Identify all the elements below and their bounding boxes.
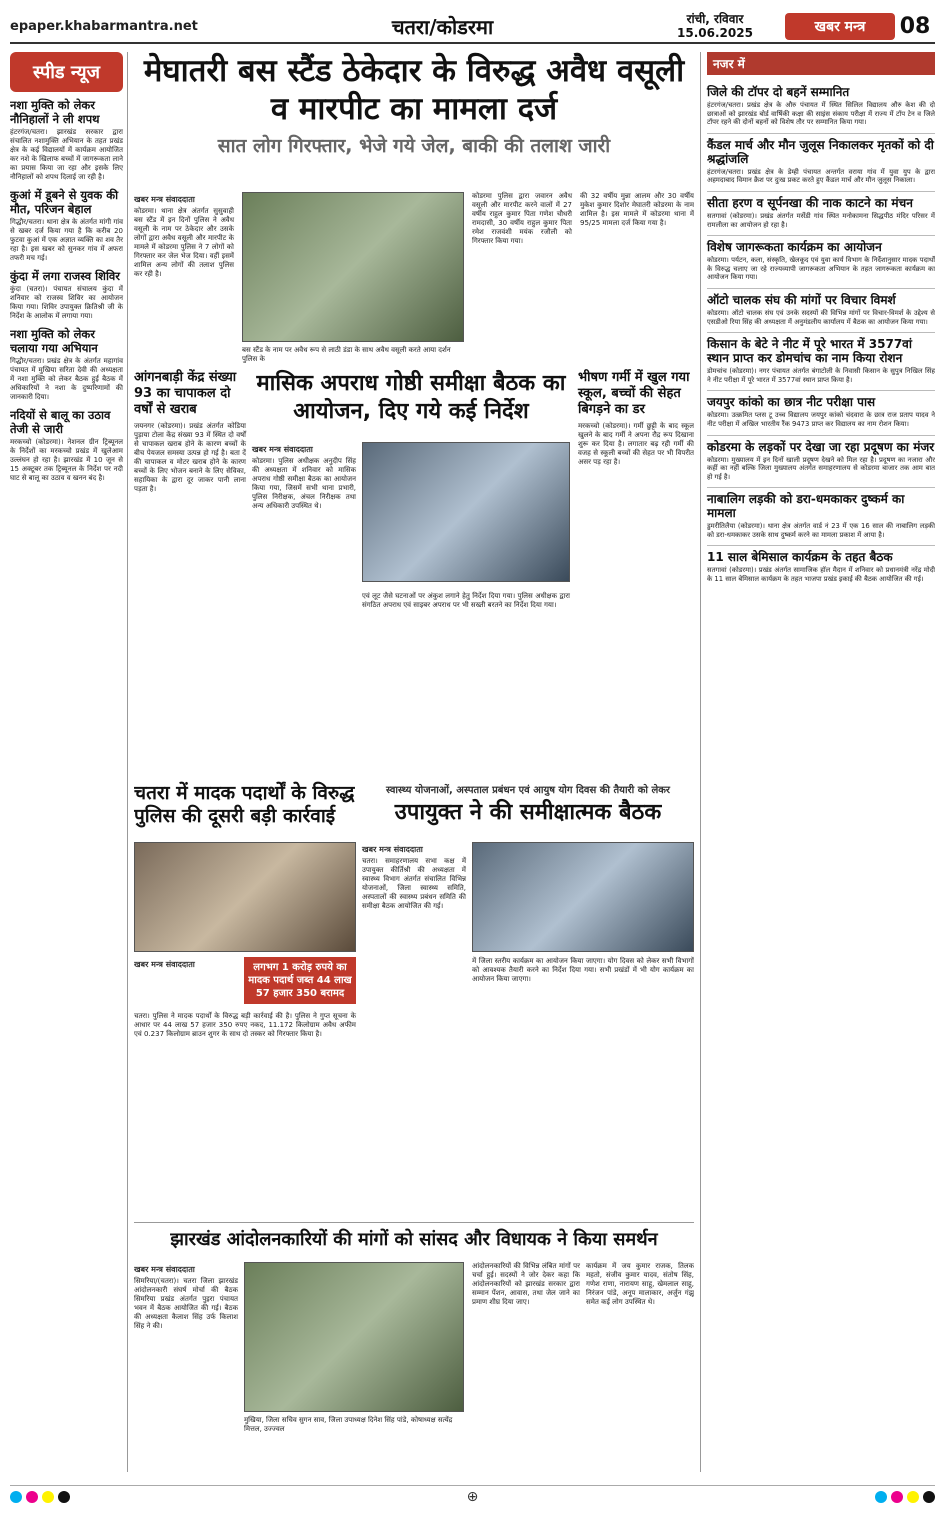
black-dot-icon bbox=[58, 1491, 70, 1503]
masthead bbox=[10, 10, 935, 44]
jharkhand-story bbox=[134, 1222, 694, 1255]
news-headline: नाबालिग लड़की को डरा-धमकाकर दुष्कर्म का मामला bbox=[707, 487, 935, 520]
news-item bbox=[707, 545, 935, 583]
black-dot-icon bbox=[923, 1491, 935, 1503]
brief-headline: नशा मुक्ति को लेकर चलाया गया अभियान bbox=[10, 327, 98, 355]
brief-headline: कुंदा में लगा राजस्व शिविर bbox=[10, 269, 121, 283]
cyan-dot-icon bbox=[875, 1491, 887, 1503]
health-photo bbox=[472, 842, 694, 952]
jharkhand-headline: झारखंड आंदोलनकारियों की मांगों को सांसद और विधायक ने किया समर्थन bbox=[134, 1222, 694, 1255]
brief-item bbox=[10, 269, 123, 321]
brief-item bbox=[10, 408, 123, 483]
drug-text: चतरा। पुलिस ने मादक पदार्थों के विरुद्ध बड़ी कार्रवाई की है। पुलिस ने गुप्त सूचना के आधार पर 44 लाख 57 हजार 350 रुपए नकद, 11.172 किलोग्राम अवैध अफीम एवं 0.237 किलोग्राम ब्राउन शुगर के साथ दो तस्कर को गिरफ्तार किया है। bbox=[134, 1012, 356, 1038]
right-column bbox=[700, 52, 935, 1472]
brief-item bbox=[10, 327, 123, 402]
jharkhand-photo-caption: मुखिया, जिला सचिव सुगन साव, जिला उपाध्यक्ष दिनेश सिंह पांडे, कोषाध्यक्ष सत्येंद्र मित्तल, उज्ज्वल bbox=[244, 1416, 453, 1433]
anganwadi-headline: आंगनबाड़ी केंद्र संख्या 93 का चापाकल दो वर्षों से खराब bbox=[134, 370, 237, 417]
news-text: कोडरमा। उत्क्रमित प्लस टू उच्च विद्यालय जयपुर कांको चंदवारा के छात्र राज प्रताप यादव ने नीट परीक्षा में अखिल भारतीय रैंक 9473 प्राप्त कर विद्यालय का नाम रोशन किया। bbox=[707, 411, 935, 428]
news-text: हंटरगंज/चतरा। प्रखंड क्षेत्र के डेम्ही पंचायत अन्तर्गत वराया गांव में युवा युप के द्वारा अहमदाबाद विमान क्रैश पर दुःख प्रकट करते हुए कैंडल मार्च और मौन जुलूस निकाला। bbox=[707, 167, 935, 185]
site-url[interactable]: epaper.khabarmantra.net bbox=[10, 18, 198, 34]
crime-photo bbox=[362, 442, 570, 582]
brief-headline: नदियों से बालू का उठाव तेजी से जारी bbox=[10, 408, 111, 436]
color-dots-right bbox=[875, 1491, 935, 1503]
heat-text: मरकच्चो (कोडरमा)। गर्मी छुट्टी के बाद स्कूल खुलने के बाद गर्मी ने अपना रौद्र रूप दिखाना शुरू कर दिया है। लगातार बढ़ रही गर्मी की वजह से स्कूली बच्चों की सेहत पर भी विपरीत असर पड़ रहा है। bbox=[578, 422, 694, 466]
jharkhand-text: सिमरिया/(चतरा)। चतरा जिला झारखंड आंदोलनकारी संघर्ष मोर्चा की बैठक सिमरिया प्रखंड अंतर्गत पुइरा पंचायत भवन में बैठक आयोजित की गई। बैठक की अध्यक्षता कैलाश सिंह उर्फ किलाश सिंह ने की। bbox=[134, 1277, 238, 1330]
health-text-2: में जिला स्तरीय कार्यक्रम का आयोजन किया जाएगा। योग दिवस को लेकर सभी विभागों को आवश्यक तैयारी करने का निर्देश दिया गया। सभी प्रखंडों में भी योग कार्यक्रम का आयोजन किया जाएगा। bbox=[472, 957, 694, 983]
news-headline: किसान के बेटे ने नीट में पूरे भारत में 3577वां स्थान प्राप्त कर डोमचांच का नाम किया रोशन bbox=[707, 332, 935, 365]
news-item bbox=[707, 487, 935, 539]
brief-text: मरकच्चो (कोडरमा)। नेशनल ग्रीन ट्रिब्यूनल के निर्देशों का मरकच्चो प्रखंड में खुलेआम उल्लंघन हो रहा है। झारखंड में 10 जून से 15 अक्टूबर तक ट्रिब्यूनल के निर्देश पर नदी घाट से बालू का उठाव व खनन बंद है। bbox=[10, 438, 123, 482]
news-text: कोडरमा। मुख्यालय में इन दिनों खाली प्रदूषण देखने को मिल रहा है। प्रदूषण का नजारा और कहीं का नहीं बल्कि जिला मुख्यालय अंतर्गत समाहरणालय से कोडरमा बाजार तक आम बात हो गई है। bbox=[707, 455, 935, 481]
news-item bbox=[707, 81, 935, 127]
news-text: सतगावां (कोडरमा)। प्रखंड अंतर्गत सामाजिक हॉल मैदान में शनिवार को प्रधानमंत्री नरेंद्र मोदी के 11 साल बेमिसाल कार्यक्रम के तहत भाजपा प्रखंड इकाई की बैठक आयोजित की गई। bbox=[707, 566, 935, 584]
brief-text: कुंदा (चतरा)। पंचायत संचालय कुंदा में शनिवार को राजस्व शिविर का आयोजन किया गया। शिविर उपायुक्त क्रितिश्री जी के निर्देश के आलोक में लगाया गया। bbox=[10, 285, 123, 320]
brief-headline: नशा मुक्ति को लेकर नौनिहालों ने ली शपथ bbox=[10, 98, 100, 126]
crime-meeting-story bbox=[252, 370, 570, 426]
lead-photo bbox=[242, 192, 464, 342]
yellow-dot-icon bbox=[907, 1491, 919, 1503]
brief-item bbox=[10, 188, 123, 263]
byline: खबर मन्त्र संवाददाता bbox=[362, 845, 423, 854]
speed-news-badge: स्पीड न्यूज bbox=[10, 52, 123, 92]
heat-story bbox=[578, 370, 694, 467]
byline: खबर मन्त्र संवाददाता bbox=[134, 960, 195, 969]
jharkhand-col-4 bbox=[586, 1262, 694, 1307]
crosshair-icon: ⊕ bbox=[466, 1488, 479, 1505]
drug-col-1 bbox=[134, 957, 238, 972]
news-text: हंटरगंज/चतरा। प्रखंड क्षेत्र के औरु पंचायत में स्थित सिलिल विद्यालय औरु केश की दो छात्राओं को झारखंड बोर्ड वार्षिकी कक्षा की साइंस संकाय परीक्षा में राज्य में टॉप टेन व जिले टॉपर रहने की दोनों बहनों को विशेष तौर पर सम्मानित किया गया। bbox=[707, 101, 935, 127]
anganwadi-text: जयनगर (कोडरमा)। प्रखंड अंतर्गत कोडिया पुड़ाया टोला केंद्र संख्या 93 में स्थित दो वर्षों से चापाकल खराब होने के कारण बच्चों के बीच पेयजल समस्या उत्पन्न हो गई है। बता दें की चापाकल व मोटर खराब होने के कारण बच्चों के लिए भोजन बनाने के लिए सेविका, सहायिका के द्वारा दूर जाकर पानी लाना पड़ता है। bbox=[134, 422, 246, 493]
brief-headline: कुआं में डूबने से युवक की मौत, परिजन बेहाल bbox=[10, 188, 119, 216]
crime-col-2 bbox=[362, 592, 570, 610]
magenta-dot-icon bbox=[891, 1491, 903, 1503]
news-text: डोमचांच (कोडरमा)। नगर पंचायत अंतर्गत बंगाटोली के निवासी किसान के सुपुत्र निखिल सिंह ने नीट परीक्षा में पूरे भारत में 3577वां स्थान प्राप्त किया है। bbox=[707, 367, 935, 384]
news-item bbox=[707, 191, 935, 229]
news-item bbox=[707, 332, 935, 384]
crime-text: कोडरमा। पुलिस अधीक्षक अनुदीप सिंह की अध्यक्षता में शनिवार को मासिक अपराध गोष्ठी समीक्षा बैठक का आयोजन किया गया, जिसमें सभी थाना प्रभारी, पुलिस निरीक्षक, अंचल निरीक्षक तथा अन्य अधिकारी उपस्थित थे। bbox=[252, 457, 356, 510]
news-headline: जयपुर कांको का छात्र नीट परीक्षा पास bbox=[707, 390, 935, 409]
cyan-dot-icon bbox=[10, 1491, 22, 1503]
health-headline: उपायुक्त ने की समीक्षात्मक बैठक bbox=[394, 800, 662, 825]
footer-registration bbox=[10, 1485, 935, 1507]
jharkhand-text-2: आंदोलनकारियों की विभिन्न लंबित मांगों पर चर्चा हुई। सदस्यों ने जोर देकर कहा कि आंदोलनकारियों को झारखंड सरकार द्वारा सम्मान पेंशन, आवास, तथा जेल जाने का प्रमाण शीघ्र दिया जाए। bbox=[472, 1262, 580, 1306]
main-column bbox=[134, 52, 694, 1472]
lead-subheadline: सात लोग गिरफ्तार, भेजे गये जेल, बाकी की तलाश जारी bbox=[217, 135, 611, 157]
brief-text: हंटरगंज/चतरा। झारखंड सरकार द्वारा संचालित नशामुक्ति अभियान के तहत प्रखंड क्षेत्र के कई विद्यालयों में कार्यक्रम आयोजित कर नशे के खिलाफ बच्चों में जागरूकता लाने का प्रयास किया जा रहा और इसके लिए नौनिहालों को शपथ दिलाई जा रही है। bbox=[10, 128, 123, 181]
news-headline: सीता हरण व सूर्पनखा की नाक काटने का मंचन bbox=[707, 191, 935, 210]
drug-col-2 bbox=[134, 1012, 356, 1039]
news-item bbox=[707, 435, 935, 482]
crime-col-1 bbox=[252, 442, 356, 511]
lead-col-1 bbox=[134, 192, 234, 279]
news-headline: कैंडल मार्च और मौन जुलूस निकालकर मृतकों को दी श्रद्धांजलि bbox=[707, 133, 935, 166]
drug-photo bbox=[134, 842, 356, 952]
health-subheadline: स्वास्थ्य योजनाओं, अस्पताल प्रबंधन एवं आयुष योग दिवस की तैयारी को लेकर bbox=[385, 785, 671, 796]
jharkhand-col-1 bbox=[134, 1262, 238, 1331]
date: 15.06.2025 bbox=[677, 26, 753, 40]
byline: खबर मन्त्र संवाददाता bbox=[252, 445, 313, 454]
drug-headline: चतरा में मादक पदार्थों के विरुद्ध पुलिस की दूसरी बड़ी कार्रवाई bbox=[134, 782, 355, 827]
anganwadi-story bbox=[134, 370, 246, 494]
health-story bbox=[362, 782, 694, 826]
date-block bbox=[645, 12, 785, 40]
news-item bbox=[707, 390, 935, 428]
drug-story bbox=[134, 782, 356, 828]
brief-item bbox=[10, 98, 123, 182]
lead-text-3: की 32 वर्षीय मुन्ना आलम और 30 वर्षीय मुकेश कुमार दिशोर मेघातरी कोडरमा के नाम शामिल है। इस मामले में कोडरमा थाना में 95/25 मामला दर्ज किया गया है। bbox=[580, 192, 694, 227]
lead-text-2: कोडरमा पुलिस द्वारा जवारन अवैध वसूली और मारपीट करने वालों में 27 वर्षीय राहुल कुमार पिता गणेश चौधरी रामदासी, 30 वर्षीय राहुल कुमार पिता रमेश राजवंशी मयंक रजौली को गिरफ्तार किया गया। bbox=[472, 192, 572, 245]
city-day: रांची, रविवार bbox=[686, 12, 744, 26]
lead-story bbox=[134, 52, 694, 164]
health-col-2 bbox=[472, 957, 694, 984]
crime-text-2: एवं लूट जैसे घटनाओं पर अंकुश लगाने हेतु निर्देश दिया गया। पुलिस अधीक्षक द्वारा संगठित अपराध एवं साइबर अपराध पर भी सख्ती बरतने का निर्देश दिया गया। bbox=[362, 592, 570, 609]
news-headline: जिले की टॉपर दो बहनें सम्मानित bbox=[707, 85, 850, 99]
page-number: 08 bbox=[899, 13, 931, 39]
brief-text: गिद्धौर/चतरा। प्रखंड क्षेत्र के अंतर्गत महागांव पंचायत में मुखिया सरिता देवी की अध्यक्षता में नशा मुक्ति को लेकर बैठक हुई बैठक में अधिकारियों ने नशा के दुष्परिणामों की जानकारी दिया। bbox=[10, 357, 123, 401]
nazar-header: नजर में bbox=[707, 52, 935, 75]
section-title: चतरा/कोडरमा bbox=[391, 14, 494, 39]
lead-col-4 bbox=[580, 192, 694, 228]
lead-text: कोडरमा। थाना क्षेत्र अंतर्गत सुसुवाही बस स्टैंड में इन दिनों पुलिस ने अवैध वसूली के नाम पर ठेकेदार और उसके लोगों द्वारा अवैध वसूली और मारपीट के मामले में कोडरमा पुलिस ने 7 लोगों को गिरफ्तार कर जेल भेज दिया। वहीं इसमें शामिल अन्य लोगों की तलाश पुलिस कर रही है। bbox=[134, 207, 234, 278]
publication-logo: खबर मन्त्र bbox=[785, 13, 895, 40]
news-item bbox=[707, 235, 935, 282]
news-item bbox=[707, 288, 935, 326]
yellow-dot-icon bbox=[42, 1491, 54, 1503]
jharkhand-text-3: कार्यक्रम में जय कुमार राजक, तिलक महतो, संजीव कुमार यादव, संतोष सिंह, गणेश राणा, नारायण साहू, खेमलाल साहू, निरंजन पांडे, अनूप मालाकार, अर्जुन गंझू समेत कई लोग उपस्थित थे। bbox=[586, 1262, 694, 1306]
drug-callout: लगभग 1 करोड़ रुपये का मादक पदार्थ जब्त 44 लाख 57 हजार 350 बरामद bbox=[244, 957, 356, 1004]
health-text: चतरा। समाहरणालय सभा कक्ष में उपायुक्त कीर्तिश्री की अध्यक्षता में स्वास्थ्य विभाग अंतर्गत संचालित विभिन्न योजनाओं, जिला स्वास्थ्य समिति, अस्पतालों की स्वास्थ्य प्रबंधन समिति की समीक्षा बैठक आयोजित की गई। bbox=[362, 857, 466, 910]
byline: खबर मन्त्र संवाददाता bbox=[134, 1265, 195, 1274]
news-text: कोडरमा। पर्यटन, कला, संस्कृति, खेलकूद एवं युवा कार्य विभाग के निर्देशानुसार मादक पदार्थों के विरुद्ध चलाए जा रहे राज्यव्यापी जागरूकता अभियान के तहत जागरूकता कार्यक्रम का आयोजन किया गया। bbox=[707, 256, 935, 282]
news-text: डुमरीतिलैया (कोडरमा)। थाना क्षेत्र अंतर्गत वार्ड नं 23 में एक 16 साल की नाबालिग लड़की को डरा-धमकाकर उसके साथ दुष्कर्म करने का मामला प्रकाश में आया है। bbox=[707, 522, 935, 539]
news-item bbox=[707, 133, 935, 185]
health-col-1 bbox=[362, 842, 466, 911]
crime-headline: मासिक अपराध गोष्ठी समीक्षा बैठक का आयोजन, दिए गये कई निर्देश bbox=[256, 371, 566, 424]
news-headline: कोडरमा के लड़कों पर देखा जा रहा प्रदूषण का मंजर bbox=[707, 435, 935, 454]
lead-photo-caption: बस स्टैंड के नाम पर अवैध रूप से लाठी डंडा के साथ अवैध वसूली करते आया दर्शन पुलिस के bbox=[242, 346, 451, 363]
lead-headline: मेघातरी बस स्टैंड ठेकेदार के विरुद्ध अवैध वसूली व मारपीट का मामला दर्ज bbox=[143, 53, 685, 127]
news-headline: 11 साल बेमिसाल कार्यक्रम के तहत बैठक bbox=[707, 545, 935, 564]
magenta-dot-icon bbox=[26, 1491, 38, 1503]
brief-text: गिद्धौर/चतरा। थाना क्षेत्र के अंतर्गत मांगी गांव से खबर दर्ज किया गया है कि करीब 20 फुटवा कुआं में एक अज्ञात व्यक्ति का शव तैर रहा है। इस खबर को सुनकर गांव में अफरा तफरी मच गई। bbox=[10, 218, 123, 262]
color-dots-left bbox=[10, 1491, 70, 1503]
heat-headline: भीषण गर्मी में खुल गया स्कूल, बच्चों की सेहत बिगड़ने का डर bbox=[578, 370, 690, 417]
byline: खबर मन्त्र संवाददाता bbox=[134, 195, 195, 204]
jharkhand-photo bbox=[244, 1262, 464, 1412]
news-text: सतगावां (कोडरमा)। प्रखंड अंतर्गत मर्सेडी गांव स्थित मनोकामना सिद्धपीठ मंदिर परिसर में रामलीला का आयोजन हो रहा है। bbox=[707, 211, 935, 229]
jharkhand-col-3 bbox=[472, 1262, 580, 1307]
news-text: कोडरमा। ऑटो चालक संघ एवं उनके सदस्यों की विभिन्न मांगों पर विचार-विमर्श के उद्देश्य से एसडीओ रिया सिंह की अध्यक्षता में अनुमंडलीय कार्यालय में बैठक का आयोजन किया गया। bbox=[707, 308, 935, 326]
news-headline: विशेष जागरूकता कार्यक्रम का आयोजन bbox=[707, 235, 935, 254]
news-headline: ऑटो चालक संघ की मांगों पर विचार विमर्श bbox=[707, 288, 935, 307]
left-column bbox=[10, 52, 128, 1472]
lead-col-3 bbox=[472, 192, 572, 246]
